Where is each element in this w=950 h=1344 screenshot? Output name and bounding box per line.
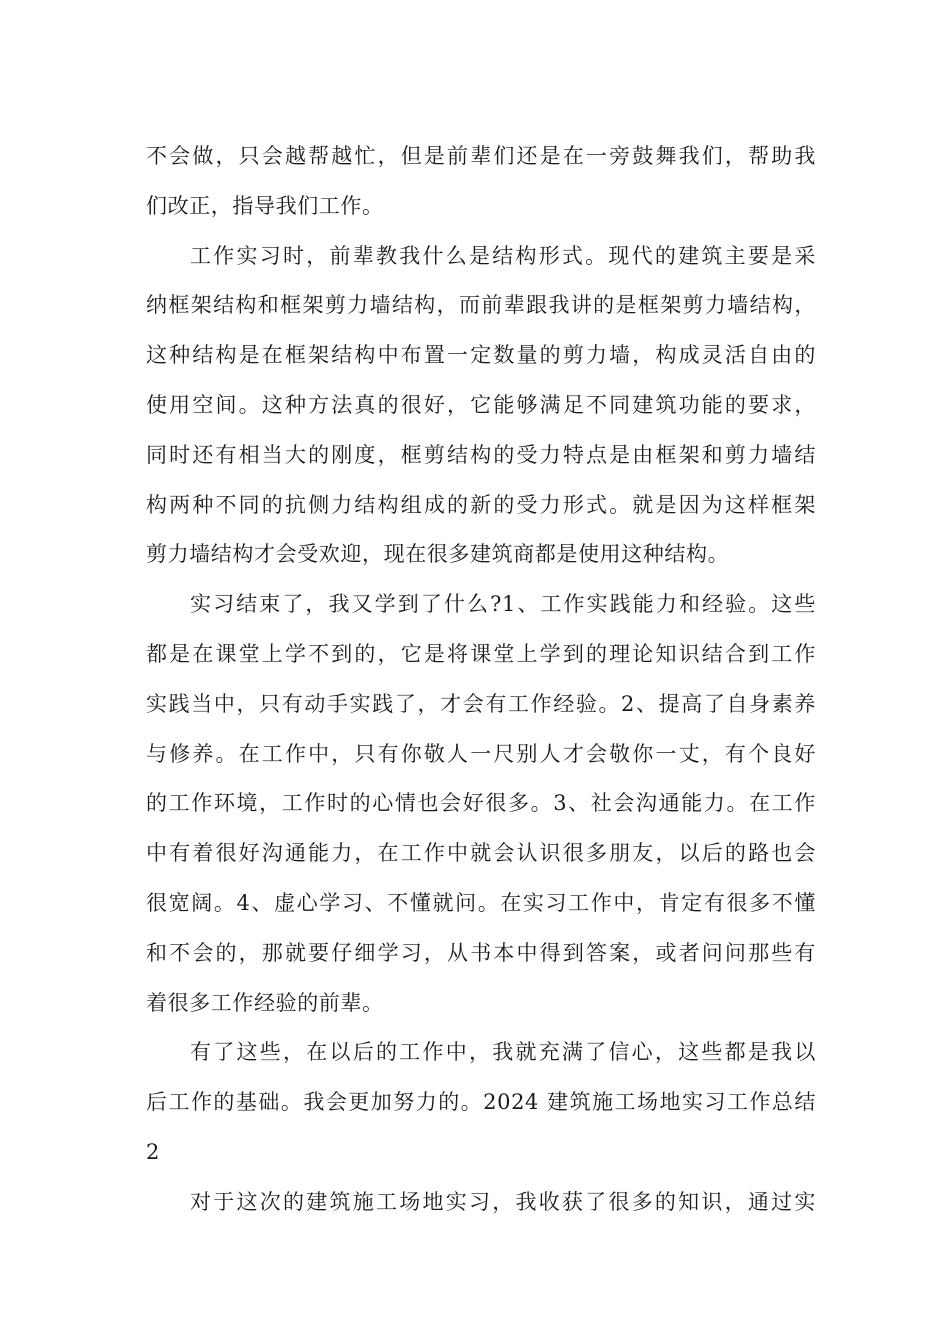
paragraph-first-line: 实习结束了，我又学到了什么?1、工作实践能力和经验。这些 <box>190 592 816 617</box>
body-line: 纳框架结构和框架剪力墙结构，而前辈跟我讲的是框架剪力墙结构， <box>146 293 816 318</box>
body-line: 这种结构是在框架结构中布置一定数量的剪力墙，构成灵活自由的 <box>146 343 816 368</box>
body-line: 同时还有相当大的刚度，框剪结构的受力特点是由框架和剪力墙结 <box>146 442 816 467</box>
body-line: 们改正，指导我们工作。 <box>146 193 384 218</box>
paragraph-first-line: 对于这次的建筑施工场地实习，我收获了很多的知识，通过实 <box>190 1189 816 1214</box>
body-line: 构两种不同的抗侧力结构组成的新的受力形式。就是因为这样框架 <box>146 492 816 517</box>
body-line: 的工作环境，工作时的心情也会好很多。3、社会沟通能力。在工作 <box>146 791 816 816</box>
body-line: 中有着很好沟通能力，在工作中就会认识很多朋友，以后的路也会 <box>146 841 816 866</box>
body-line: 与修养。在工作中，只有你敬人一尺别人才会敬你一丈，有个良好 <box>146 741 816 766</box>
body-line: 实践当中，只有动手实践了，才会有工作经验。2、提高了自身素养 <box>146 691 816 716</box>
paragraph-first-line: 有了这些，在以后的工作中，我就充满了信心，这些都是我以 <box>190 1040 816 1065</box>
body-line: 和不会的，那就要仔细学习，从书本中得到答案，或者问问那些有 <box>146 940 816 965</box>
body-line: 都是在课堂上学不到的，它是将课堂上学到的理论知识结合到工作 <box>146 641 816 666</box>
body-line: 不会做，只会越帮越忙，但是前辈们还是在一旁鼓舞我们，帮助我 <box>146 144 816 168</box>
body-line: 后工作的基础。我会更加努力的。2024 建筑施工场地实习工作总结 <box>146 1090 816 1115</box>
body-line: 2 <box>146 1139 160 1164</box>
body-line: 使用空间。这种方法真的很好，它能够满足不同建筑功能的要求， <box>146 392 816 417</box>
body-line: 剪力墙结构才会受欢迎，现在很多建筑商都是使用这种结构。 <box>146 542 730 567</box>
paragraph-first-line: 工作实习时，前辈教我什么是结构形式。现代的建筑主要是采 <box>190 243 816 268</box>
body-line: 很宽阔。4、虚心学习、不懂就问。在实习工作中，肯定有很多不懂 <box>146 890 816 915</box>
document-body <box>146 132 816 1228</box>
body-line: 着很多工作经验的前辈。 <box>146 990 384 1015</box>
